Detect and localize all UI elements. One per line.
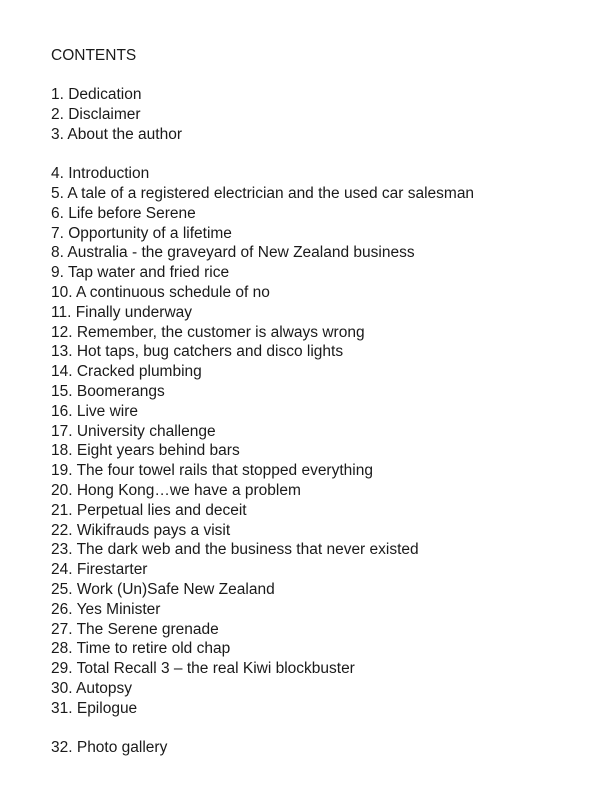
toc-entry: 16. Live wire [51, 402, 139, 420]
group-spacer [51, 719, 474, 739]
toc-entry: 9. Tap water and fried rice [51, 264, 230, 282]
toc-entry: 30. Autopsy [51, 679, 133, 697]
contents-heading: CONTENTS [51, 47, 137, 64]
toc-entry: 17. University challenge [51, 422, 216, 440]
toc-entry: 1. Dedication [51, 86, 142, 103]
toc-entry: 20. Hong Kong…we have a problem [51, 481, 301, 499]
toc-entry: 8. Australia - the graveyard of New Zealand business [51, 244, 415, 262]
toc-entry: 14. Cracked plumbing [51, 363, 202, 381]
toc-entry: 28. Time to retire old chap [51, 640, 231, 658]
toc-entry: 21. Perpetual lies and deceit [51, 501, 247, 519]
toc-entry: 22. Wikifrauds pays a visit [51, 521, 231, 539]
toc-entry: 29. Total Recall 3 – the real Kiwi blockbuster [51, 660, 355, 678]
toc-entry: 23. The dark web and the business that never existed [51, 541, 419, 559]
toc-entry: 13. Hot taps, bug catchers and disco lights [51, 343, 344, 361]
toc-entry: 5. A tale of a registered electrician and the used car salesman [51, 184, 475, 202]
toc-entry: 15. Boomerangs [51, 382, 165, 400]
toc-entry: 7. Opportunity of a lifetime [51, 224, 232, 242]
table-of-contents [51, 85, 474, 758]
toc-entry: 12. Remember, the customer is always wrong [51, 323, 365, 341]
toc-entry: 19. The four towel rails that stopped everything [51, 462, 373, 480]
toc-entry: 11. Finally underway [51, 303, 193, 321]
toc-entry: 18. Eight years behind bars [51, 442, 240, 460]
toc-entry: 26. Yes Minister [51, 600, 161, 618]
toc-entry: 6. Life before Serene [51, 204, 196, 222]
toc-entry: 24. Firestarter [51, 561, 148, 579]
toc-entry: 31. Epilogue [51, 699, 138, 717]
toc-entry: 2. Disclaimer [51, 105, 141, 123]
toc-entry: 4. Introduction [51, 165, 150, 183]
toc-entry: 32. Photo gallery [51, 739, 168, 757]
toc-entry: 25. Work (Un)Safe New Zealand [51, 580, 275, 598]
group-spacer [51, 144, 474, 164]
toc-entry: 3. About the author [51, 125, 182, 143]
toc-entry: 27. The Serene grenade [51, 620, 219, 638]
toc-entry: 10. A continuous schedule of no [51, 283, 270, 301]
